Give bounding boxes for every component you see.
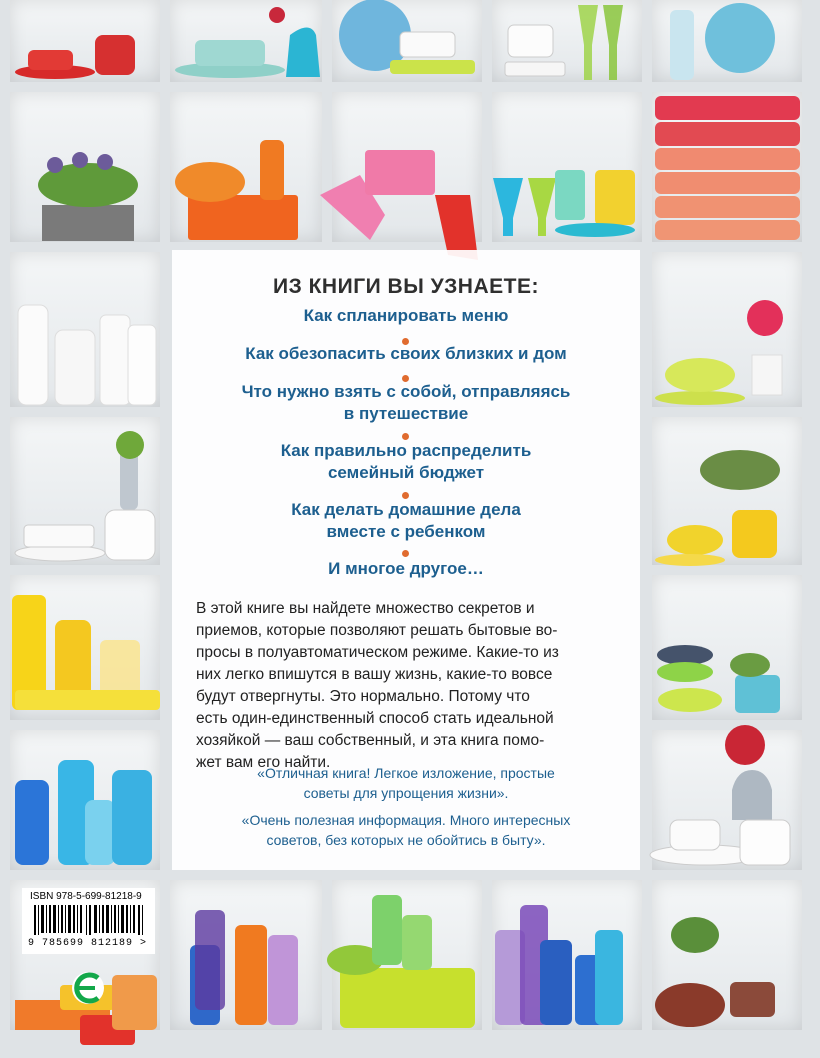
bullet-item: И многое другое… bbox=[328, 559, 484, 578]
bullet-item: Как спланировать меню bbox=[303, 306, 509, 325]
bullet-item: Как правильно распределить bbox=[280, 441, 532, 460]
review-quote-line: советов, без которых не обойтись в быту». bbox=[266, 832, 546, 848]
review-quote-line: «Отличная книга! Легкое изложение, простые bbox=[257, 765, 555, 781]
paragraph-line: В этой книге вы найдете множество секретов и bbox=[196, 600, 535, 617]
bullet-dot bbox=[402, 492, 409, 499]
paragraph-line: приемов, которые позволяют решать бытовые во- bbox=[196, 622, 558, 639]
isbn-text: ISBN 978-5-699-81218-9 bbox=[30, 891, 142, 902]
bullet-item: семейный бюджет bbox=[327, 463, 485, 482]
section-heading: ИЗ КНИГИ ВЫ УЗНАЕТЕ: bbox=[273, 275, 539, 298]
bullet-dot bbox=[402, 550, 409, 557]
bullet-item: Как обезопасить своих близких и дом bbox=[245, 344, 567, 363]
bullet-dot bbox=[402, 433, 409, 440]
bullet-item: в путешествие bbox=[343, 404, 469, 423]
description-paragraph bbox=[196, 598, 620, 774]
paragraph-line: есть один-единственный способ стать идеальной bbox=[196, 710, 554, 727]
bullet-item: Что нужно взять с собой, отправляясь bbox=[241, 382, 571, 401]
bullet-item: вместе с ребенком bbox=[326, 522, 486, 541]
review-quote-line: «Очень полезная информация. Много интересных bbox=[241, 812, 571, 828]
paragraph-line: хозяйкой — ваш собственный, и эта книга помо- bbox=[196, 732, 545, 749]
review-quote-line: советы для упрощения жизни». bbox=[303, 785, 509, 801]
bullet-item: Как делать домашние дела bbox=[291, 500, 521, 519]
barcode-icon bbox=[34, 905, 144, 935]
paragraph-line: просы в полуавтоматическом режиме. Какие-то из bbox=[196, 644, 559, 661]
barcode-number: 9 785699 812189 > bbox=[28, 938, 148, 949]
paragraph-line: будут отвергнуты. Это нормально. Потому что bbox=[196, 688, 530, 705]
paragraph-line: них легко впишутся в вашу жизнь, какие-то вовсе bbox=[196, 666, 553, 683]
paragraph-line: жет вам его найти. bbox=[196, 754, 331, 771]
